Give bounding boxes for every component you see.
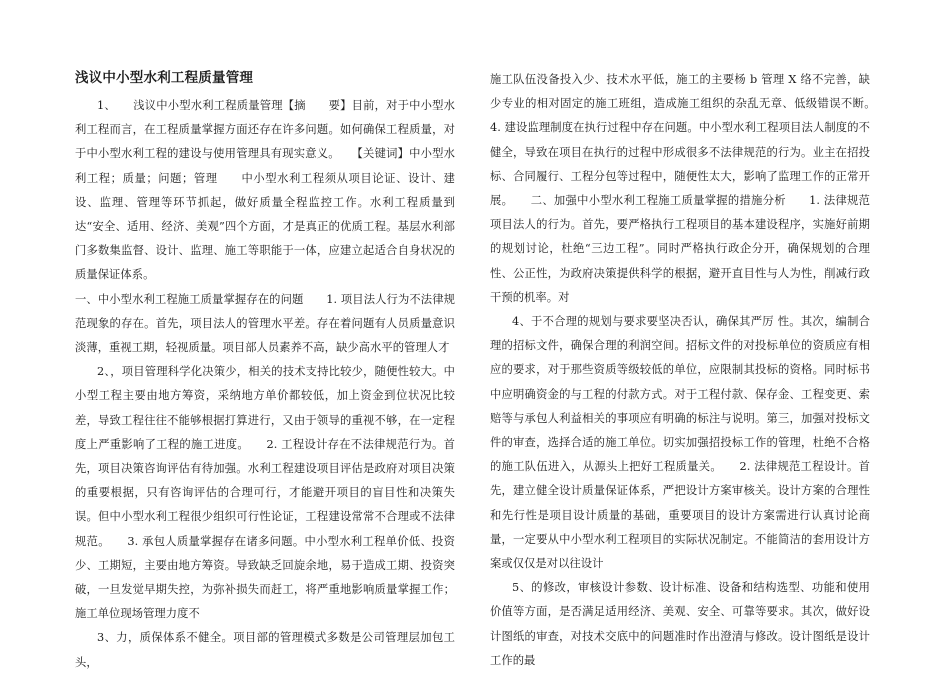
paragraph: 5、的修改，审核设计参数、设计标准、设备和结构选型、功能和使用价值等方面，是否满足适用经济、美观、安全、可靠等要求。其次，做好设计图纸的审查，对技术交底中的问题准时作出澄清与修改。设计图纸是设计工作的最 [490, 581, 870, 667]
paragraph: 施工队伍没备投入少、技术水平低，施工的主要杨 b 管理 X 络不完善，缺少专业的相对固定的施工班组，造成施工组织的杂乱无章、低级错误不断。 4. 建设监理制度在执行过程中存在问题。中小型水利工程项目法人制度的不健全，导致在项目在执行的过程中形成很多不法律规范的行为。业主在招投标、合同履行、工程分包等过程中，随便性太大，影响了监理工作的正常开展。 二、加强中小型水利工程施工质量掌握的措施分析 1. 法律规范项目法人的行为。首先，要严格执行工程项目的基本建设程序，实施好前期的规划讨论，杜绝“三边工程”。同时严格执行政企分开，确保规划的合理性、公正性，为政府决策提供科学的根据，避开直目性与人为性，削减行政干预的机率。对 [490, 73, 893, 304]
document-title: 浅议中小型水利工程质量管理 [75, 70, 254, 86]
paragraph: 4、于不合理的规划与要求要坚决否认，确保其严厉 性。其次，编制合理的招标文件，确保合理的利润空间。招标文件的对投标单位的资质应有相应的要求，对于那些资质等级较低的单位，应限制其投标的资格。同时标书中应明确资金的与工程的付款方式。对于工程付款、保存金、工程变更、索赔等与承包人利益相关的事项应有明确的标注与说明。第三，加强对投标文件的审查，选择合适的施工单位。切实加强招投标工作的管理，杜绝不合格的施工队伍进入，从源头上把好工程质量关。 2. 法律规范工程设计。首先，建立健全设计质量保证体系，严把设计方案审核关。设计方案的合理性和先行性是项目设计质量的基础，重要项目的设计方案需进行认真讨论商量，一定要从中小型水利工程项目的实际状况制定。不能简洁的套用设计方案或仅仅是对以往设计 [490, 315, 870, 571]
paragraph: 2、，项目管理科学化决策少，相关的技术支持比较少，随便性较大。中小型工程主要由地方筹资，采纳地方单价都较低，加上资金到位状况比较差，导致工程往往不能够根据打算进行，又由于领导的重视不够，在一定程度上严重影响了工程的施工进度。 2. 工程设计存在不法律规范行为。首先，项目决策咨询评估有待加强。水利工程建设项目评估是政府对项目决策的重要根据，只有咨询评估的合理可行，才能避开项目的盲目性和决策失误。但中小型水利工程很少组织可行性论证，工程建设常常不合理或不法律规范。 3. 承包人质量掌握存在诸多问题。中小型水利工程单价低、投资少、工期短，主要由地方筹资。导致缺乏回旋余地，易于造成工期、投资突破，一旦发觉早期失控，为弥补损失而赶工，将严重地影响质量掌握工作；施工单位现场管理力度不 [75, 365, 455, 621]
left-column [75, 68, 455, 675]
paragraph: 3、力，质保体系不健全。项目部的管理模式多数是公司管理层加包工头， [75, 631, 455, 669]
paragraph: 一、中小型水利工程施工质量掌握存在的问题 1. 项目法人行为不法律规范现象的存在。首先，项目法人的管理水平差。存在着问题有人员质量意识淡薄，重视工期，轻视质量。项目部人员素养不高，缺少高水平的管理人才 [75, 292, 455, 355]
right-column [490, 68, 893, 673]
paragraph: 1、 浅议中小型水利工程质量管理【摘 要】目前，对于中小型水利工程而言，在工程质量掌握方面还存在许多问题。如何确保工程质量，对于中小型水利工程的建设与使用管理具有现实意义。 【关键词】中小型水利工程；质量；问题；管理 中小型水利工程须从项目论证、设计、建设、监理、管理等环节抓起，做好质量全程监控工作。水利工程质量到达“安全、适用、经济、美观”四个方面，才是真正的优质工程。基层水利部门多数集监督、设计、监理、施工等职能于一体，应建立起适合自身状况的质量保证体系。 [75, 99, 455, 282]
